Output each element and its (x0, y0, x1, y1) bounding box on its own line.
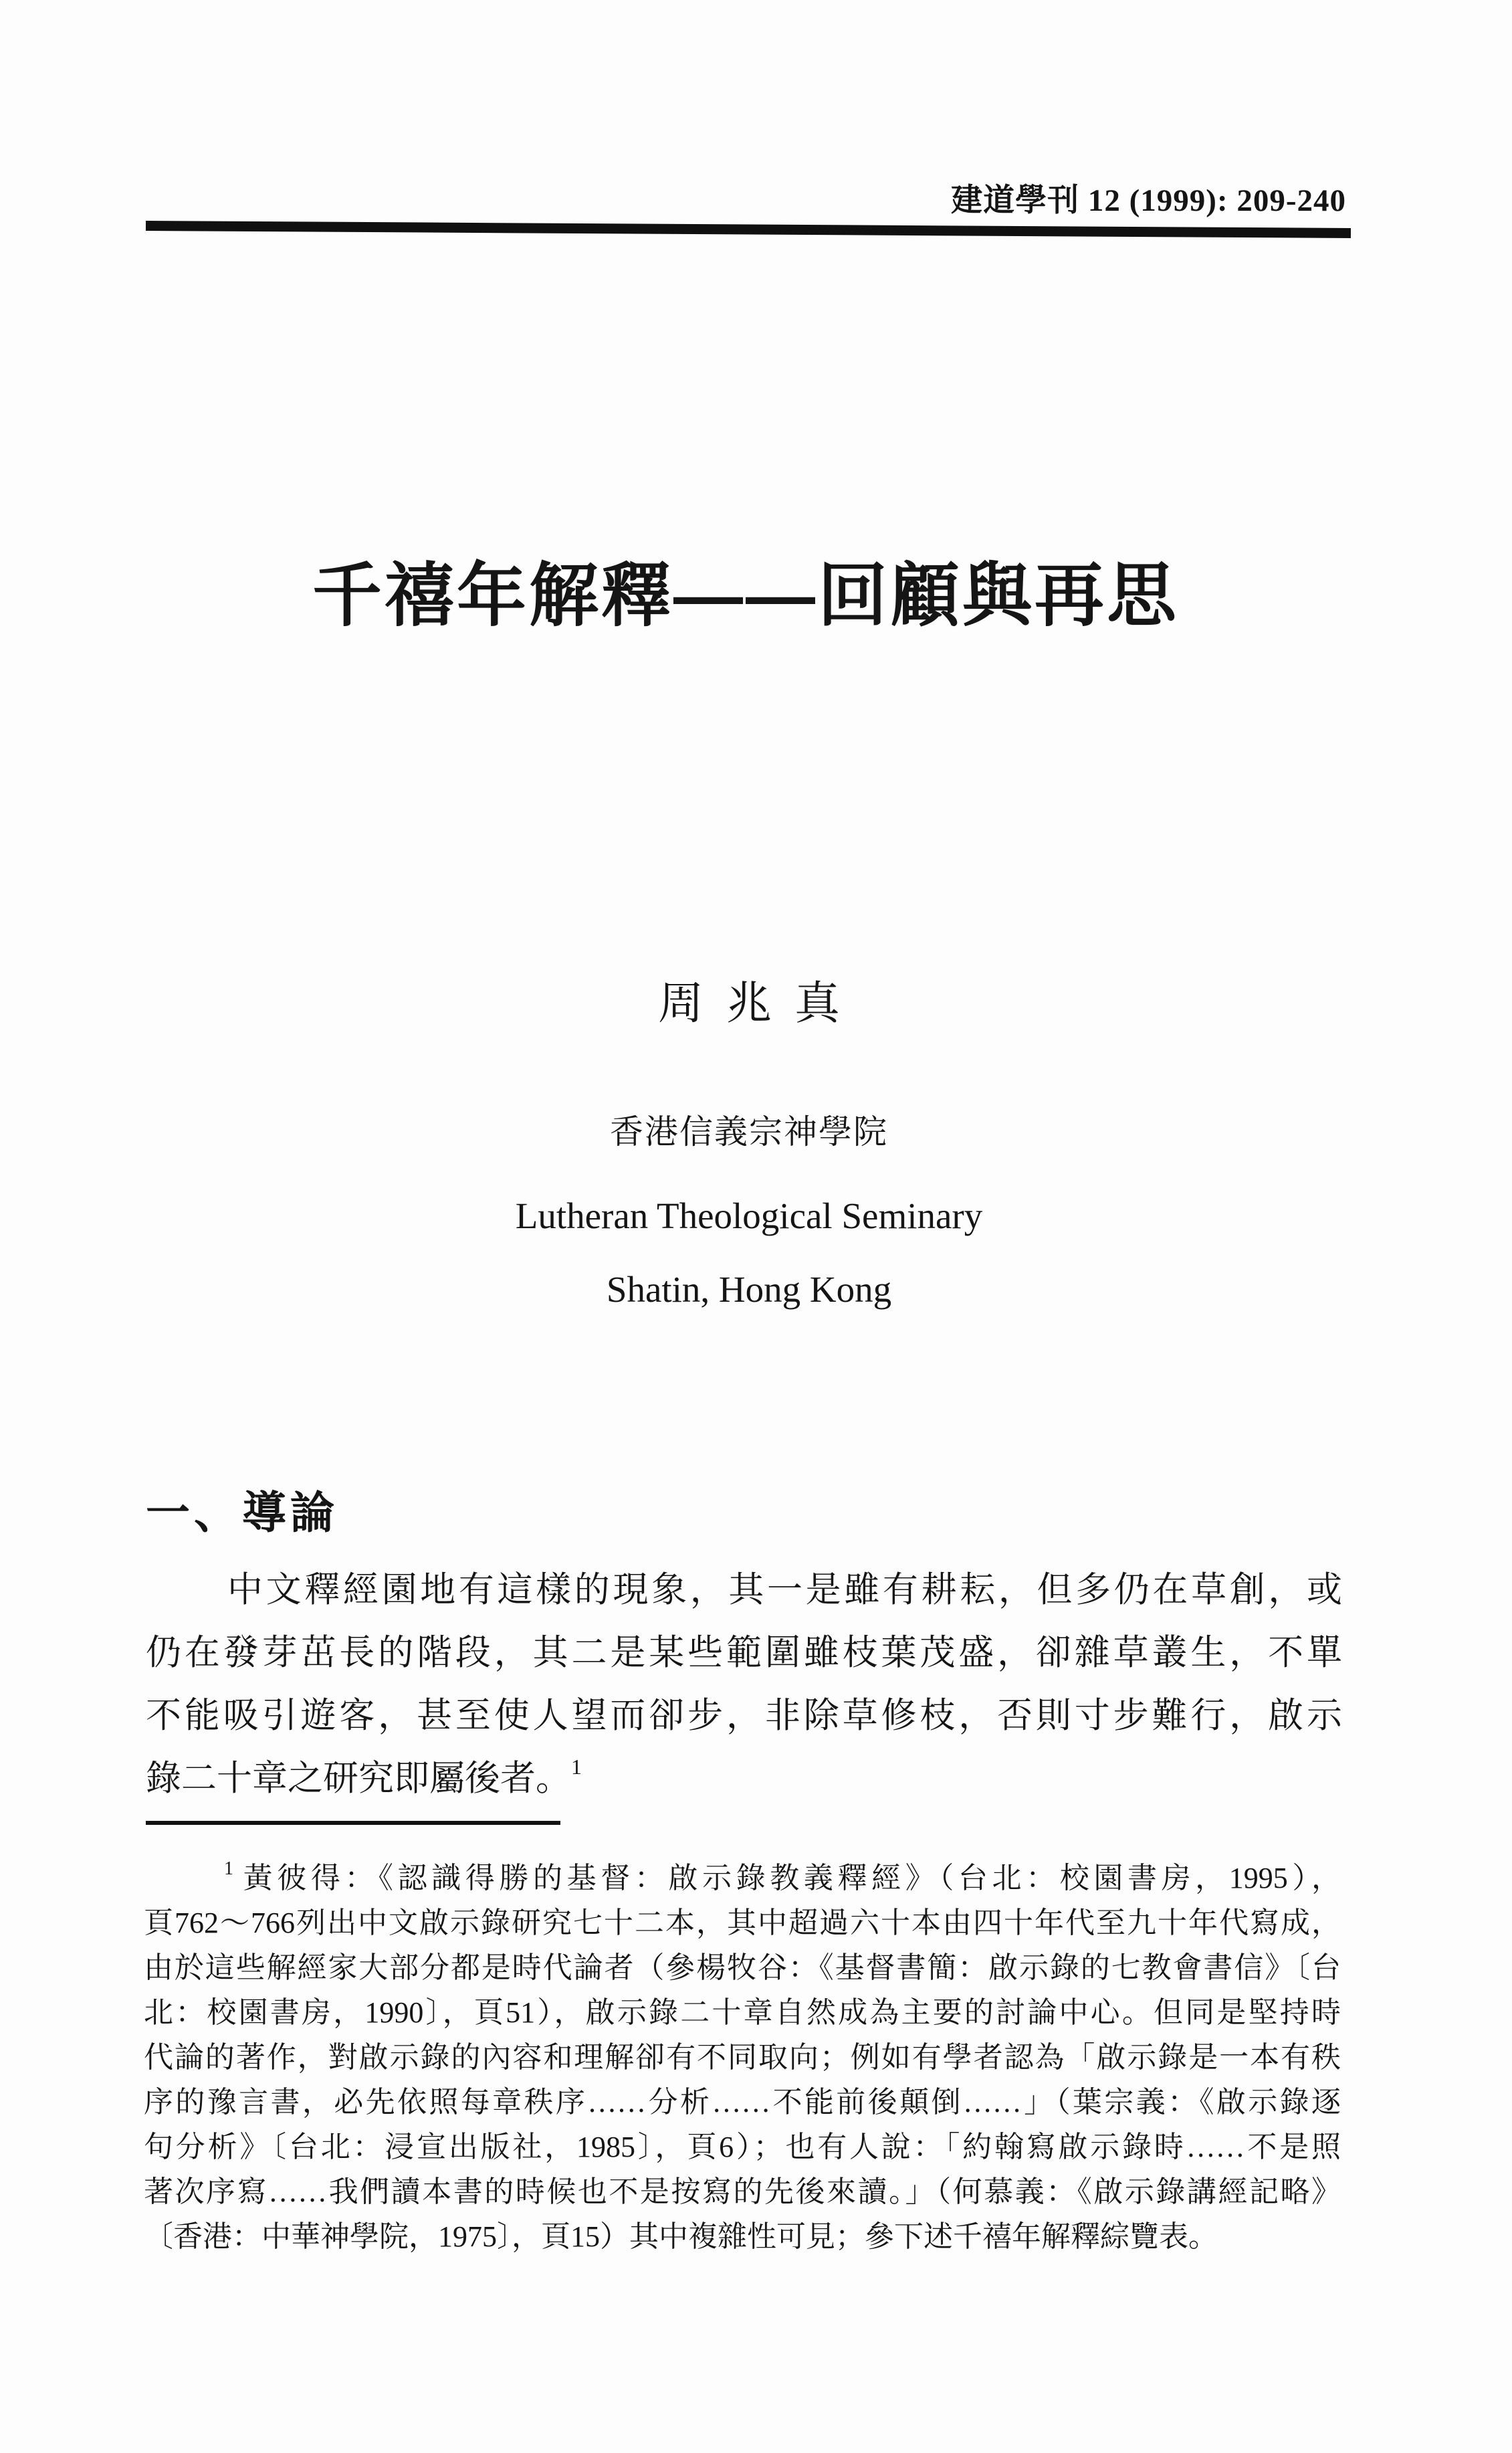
footnote-line: 北：校園書房，1990〕，頁51），啟示錄二十章自然成為主要的討論中心。但同是堅持時 (144, 1996, 1341, 2029)
section-heading-introduction: 一、導論 (146, 1488, 338, 1537)
footnote-line: 代論的著作，對啟示錄的內容和理解卻有不同取向；例如有學者認為「啟示錄是一本有秩 (144, 2041, 1341, 2074)
footnote-line: 由於這些解經家大部分都是時代論者（參楊牧谷：《基督書簡：啟示錄的七教會書信》〔台 (144, 1951, 1341, 1984)
journal-citation: 建道學刊 12 (1999): 209-240 (951, 183, 1346, 218)
body-line: 中文釋經園地有這樣的現象，其一是雖有耕耘，但多仍在草創，或 (227, 1571, 1342, 1609)
author-name: 周兆真 (657, 978, 863, 1029)
footnote-reference-mark: 1 (571, 1755, 582, 1779)
author-affiliation-english: Lutheran Theological Seminary (515, 1195, 983, 1236)
footnote-line (144, 1856, 1341, 1900)
article-title: 千禧年解釋——回顧與再思 (312, 557, 1179, 635)
footnote-block (144, 1856, 1341, 2259)
header-rule (146, 221, 1351, 238)
footnote-line: 序的豫言書，必先依照每章秩序……分析……不能前後顛倒……」（葉宗義：《啟示錄逐 (144, 2086, 1341, 2119)
footnote-separator-rule (146, 1821, 560, 1825)
body-paragraph (146, 1559, 1342, 1810)
footnote-line: 句分析》〔台北：浸宣出版社，1985〕，頁6）；也有人說：「約翰寫啟示錄時……不是照 (144, 2131, 1341, 2163)
body-line: 仍在發芽茁長的階段，其二是某些範圍雖枝葉茂盛，卻雜草叢生，不單 (146, 1634, 1342, 1672)
body-line-text: 錄二十章之研究即屬後者。 (146, 1759, 571, 1798)
body-line (146, 1747, 1342, 1810)
body-line: 不能吸引遊客，甚至使人望而卻步，非除草修枝，否則寸步難行，啟示 (146, 1696, 1342, 1735)
footnote-line: 著次序寫……我們讀本書的時候也不是按寫的先後來讀。」（何慕義：《啟示錄講經記略》 (144, 2175, 1341, 2208)
author-affiliation-chinese: 香港信義宗神學院 (610, 1113, 888, 1151)
footnote-number: 1 (224, 1858, 233, 1879)
author-affiliation-location: Shatin, Hong Kong (606, 1269, 892, 1310)
footnote-line: 〔香港：中華神學院，1975〕，頁15）其中複雜性可見；參下述千禧年解釋綜覽表。 (144, 2220, 1218, 2253)
footnote-line: 頁762～766列出中文啟示錄研究七十二本，其中超過六十本由四十年代至九十年代寫成， (144, 1906, 1341, 1939)
footnote-line-text: 黃彼得：《認識得勝的基督：啟示錄教義釋經》（台北：校園書房，1995）， (239, 1862, 1341, 1894)
